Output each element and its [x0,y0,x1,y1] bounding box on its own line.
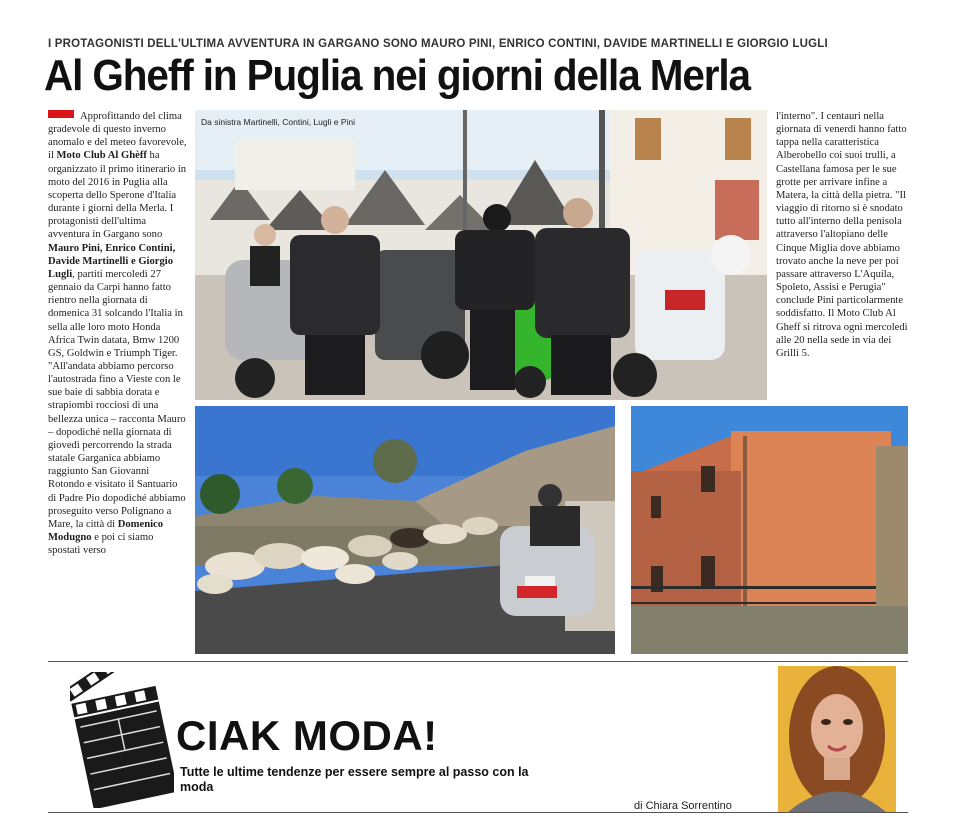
photo-sheep-road [195,406,615,654]
section-divider [48,661,908,662]
ciak-moda-title: CIAK MODA! [176,712,438,759]
article-column-right: l'interno". I centauri nella giornata di venerdì hanno fatto tappa nella caratteristica Alberobello coi suoi trulli, a Castellana famosa per le sue grotte per arrivare infine a Matera, la città della pietra. "Il viaggio di ritorno si è snodato tutto all'interno della penisola attraverso l'altopiano delle Cinque Miglia dove abbiamo trovato anche la neve per poi passare attraverso L'Aquila, Spoleto, Assisi e Perugia" conclude Pini particolarmente soddisfatto. Il Moto Club Al Gheff si ritrova ogni mercoledì alle 20 nella sede in via dei Grilli 5. [776,111,908,359]
red-accent-mark [48,110,74,118]
page-bottom-rule [48,812,908,813]
body-text-run: , partiti mercoledì 27 gennaio da Carpi hanno fatto rientro nella giornata di domenica 31 solcando l'Italia in sella alle loro moto Honda Africa Twin datata, Bmw 1200 GS, Goldwin e Triumph Tiger. "All'andata abbiamo percorso l'autostrada fino a Vieste con le sue baie di sabbia dorata e strapiombi rocciosi di una bellezza unica – racconta Mauro – dopodiché nella giornata di giovedì percorrendo la strada statale Garganica abbiamo raggiunto San Giovanni Rotondo e visitato il Santuario di Padre Pio dopodiché abbiamo proseguito verso Polignano a Mare, la città di [48,268,186,530]
ciak-moda-subtitle: Tutte le ultime tendenze per essere sempre al passo con la moda [180,765,529,794]
article-column-left [48,110,188,557]
photo-bikers-alberobello [195,110,767,400]
body-text-run: ha organizzato il primo itinerario in moto del 2016 in Puglia alla scoperta dello Sperone d'Italia durante i giorni della Merla. I protagonisti dell'ultima avventura in Gargano sono [48,150,187,241]
body-bold-run: Mauro Pini, Enrico Contini, Davide Martinelli e Giorgio Lugli [48,242,176,280]
author-portrait [778,666,896,812]
clapperboard-icon [70,672,174,808]
article-headline: Al Gheff in Puglia nei giorni della Merla [44,51,750,100]
ciak-byline: di Chiara Sorrentino [634,800,732,812]
body-bold-run: Moto Club Al Ghèff [56,150,147,162]
photo-abandoned-house [631,406,908,654]
body-text-run: Approfittando del clima gradevole di questo inverno anomalo e del meteo favorevole, il [48,111,187,162]
body-text-run: e poi ci siamo spostati verso [48,532,154,557]
article-body-left [48,111,187,556]
article-kicker: I PROTAGONISTI DELL'ULTIMA AVVENTURA IN GARGANO SONO MAURO PINI, ENRICO CONTINI, DAVIDE MARTINELLI E GIORGIO LUGLI [48,38,828,50]
body-bold-run: Domenico Modugno [48,518,164,543]
photo-caption: Da sinistra Martinelli, Contini, Lugli e Pini [201,117,356,127]
